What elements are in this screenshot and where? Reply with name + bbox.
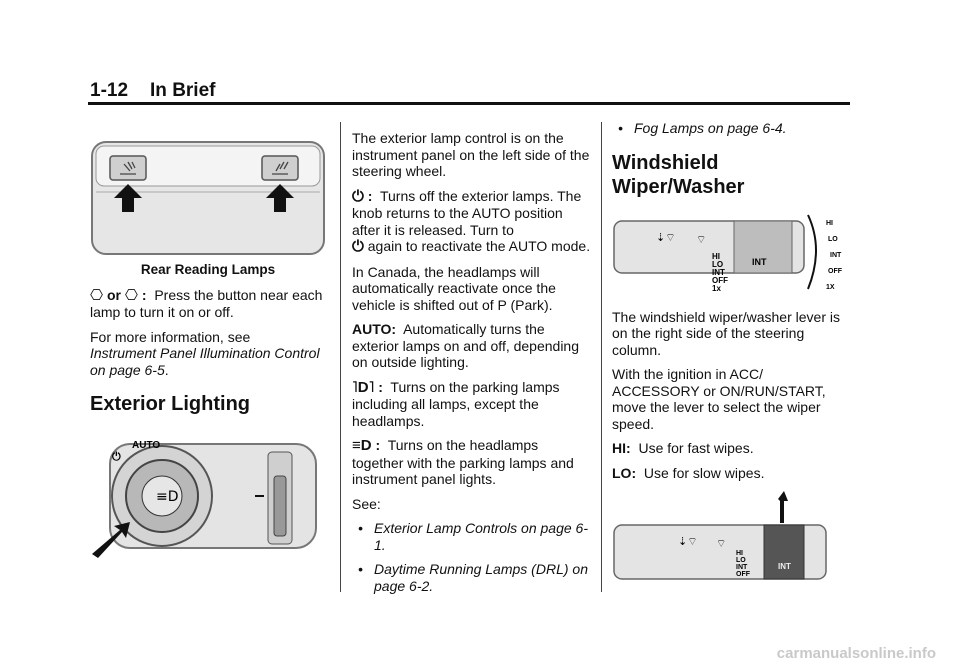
stalk-label-off: OFF (736, 571, 750, 578)
lever-label-hi: HI (712, 251, 720, 261)
lever-pos-1x: 1X (826, 283, 835, 291)
windshield-wiper-heading: Windshield Wiper/Washer (612, 151, 745, 198)
fog-icon: ≡D (156, 489, 179, 505)
fog-lamps-item[interactable]: • Fog Lamps on page 6-4. (612, 120, 852, 137)
lever-pos-off: OFF (828, 267, 842, 275)
watermark: carmanualsonline.info (776, 645, 936, 662)
auto-paragraph: AUTO: Automatically turns the exterior lamps on and off, depending on outside lighting. (352, 321, 580, 370)
column-2 (352, 130, 592, 602)
stalk-label-hi: HI (736, 550, 743, 557)
lever-label-off: OFF (712, 275, 728, 285)
wiper-icon-2: ⌔ (716, 538, 727, 550)
hi-paragraph: HI: Use for fast wipes. (612, 440, 754, 456)
headlamp-icon: ≡D (352, 437, 372, 454)
parking-lamp-icon: ˥D˥ (352, 378, 375, 396)
column-1 (90, 140, 326, 558)
see-item-2[interactable]: • Daytime Running Lamps (DRL) on page 6-2. (352, 561, 592, 594)
parking-lamp-paragraph: ˥D˥ : Turns on the parking lamps including all lamps, except the headlamps. (352, 378, 560, 429)
page-header (90, 80, 215, 102)
washer-icon-2: ⇣⌔ (678, 536, 698, 548)
rear-reading-lamps-figure (90, 140, 326, 256)
ignition-paragraph: With the ignition in ACC/ ACCESSORY or ON/RUN/START, move the lever to select the wiper speed. (612, 366, 826, 432)
auto-position-label: AUTO (132, 440, 161, 451)
up-arrow (778, 491, 788, 523)
stalk-label-lo: LO (736, 557, 746, 564)
off-icon: ⏻ (352, 187, 364, 205)
wiper-intro: The windshield wiper/washer lever is on the right side of the steering column. (612, 308, 840, 358)
ring-int-label: INT (752, 256, 767, 267)
more-info-link[interactable]: Instrument Panel Illumination Control on page 6-5 (90, 345, 320, 378)
column-divider-1 (340, 122, 341, 592)
lever-label-1x: 1x (712, 283, 721, 293)
stalk-ring-int-label: INT (778, 562, 791, 571)
column-3 (612, 120, 852, 589)
page-number: 1-12 (90, 80, 129, 101)
lever-label-lo: LO (712, 259, 724, 269)
see-item-1[interactable]: • Exterior Lamp Controls on page 6-1. (352, 520, 592, 553)
reading-lamp-left-icon: ⎔ (90, 286, 104, 304)
off-paragraph: ⏻ : Turns off the exterior lamps. The knob returns to the AUTO position after it is released. Turn to ⏻ again to reactivate the AUTO mode. (352, 187, 591, 255)
exterior-lamp-intro: The exterior lamp control is on the instrument panel on the left side of the steering wheel. (352, 130, 590, 179)
wiper-stalk-figure (612, 489, 832, 589)
figure-caption: Rear Reading Lamps (140, 262, 276, 277)
washer-icon: ⇣⌔ (656, 231, 676, 244)
wiper-icon: ⌔ (696, 233, 707, 246)
wiper-lever-figure (612, 209, 848, 301)
more-info-paragraph: For more information, see Instrument Panel Illumination Control on page 6-5. (90, 328, 320, 378)
reading-lamp-paragraph: ⎔ or ⎔ : Press the button near each lamp to turn it on or off. (90, 286, 323, 320)
exterior-lamp-control-figure (90, 426, 320, 558)
stalk-label-int: INT (736, 564, 748, 571)
see-label: See: (352, 495, 381, 512)
lever-pos-lo: LO (828, 235, 838, 243)
off-icon-inline: ⏻ (352, 238, 364, 255)
section-title: In Brief (150, 80, 216, 101)
reading-lamp-right-icon: ⎔ (124, 286, 138, 304)
lever-pos-hi: HI (826, 219, 833, 227)
lever-pos-int: INT (830, 251, 842, 259)
headlamp-paragraph: ≡D : Turns on the headlamps together with the parking lamps and instrument panel lights. (352, 437, 574, 487)
header-rule (88, 102, 850, 105)
lo-paragraph: LO: Use for slow wipes. (612, 464, 765, 481)
off-position-icon: ⏻ (112, 451, 121, 463)
exterior-lighting-heading: Exterior Lighting (90, 393, 250, 415)
column-divider-2 (601, 122, 602, 592)
lever-label-int: INT (712, 267, 725, 277)
canada-paragraph: In Canada, the headlamps will automatically reactivate once the vehicle is shifted out of P (Park). (352, 263, 556, 313)
